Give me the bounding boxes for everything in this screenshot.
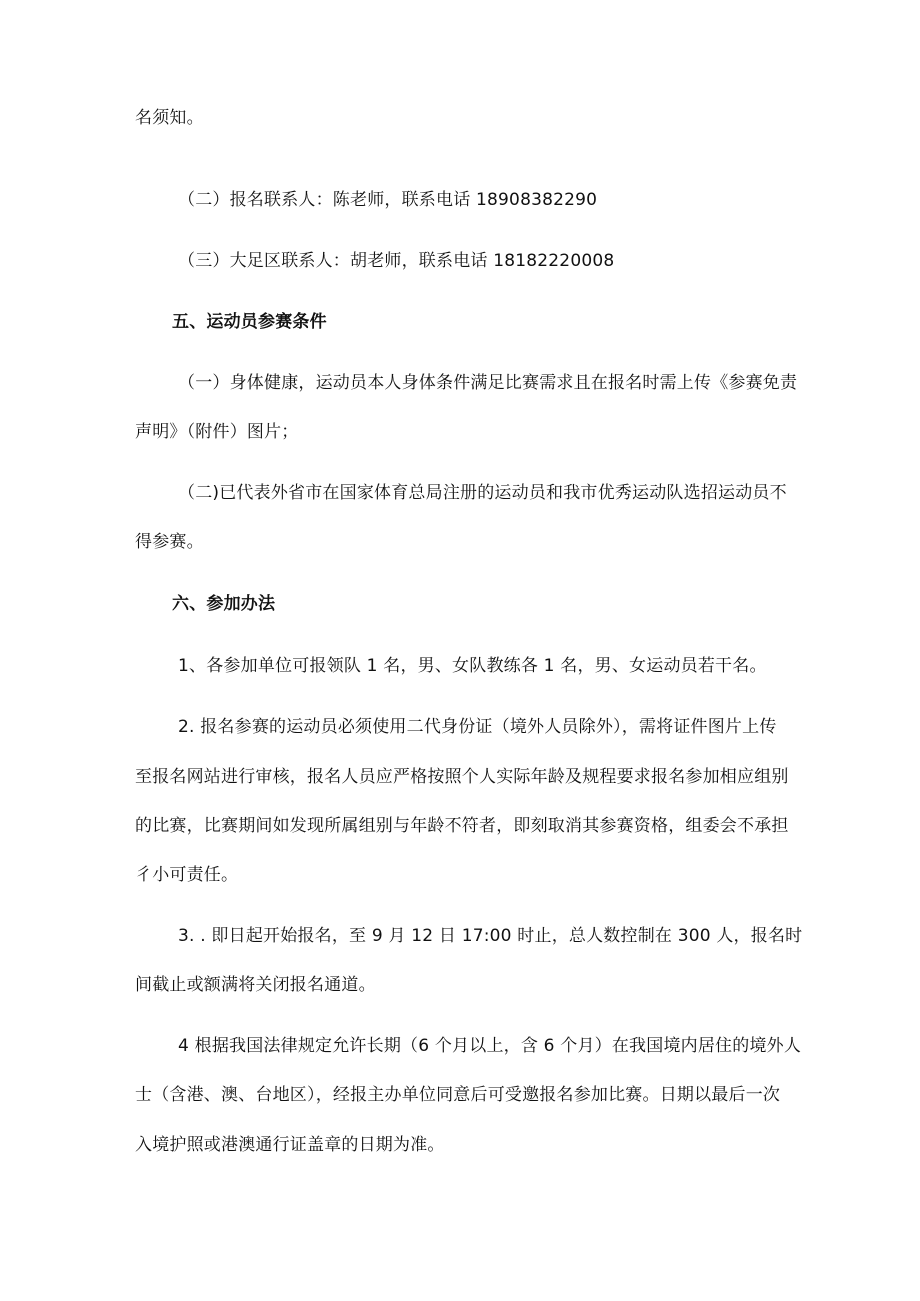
contact-signup: （二）报名联系人：陈老师，联系电话 18908382290 <box>178 190 598 210</box>
section6-item4-line2: 士（含港、澳、台地区），经报主办单位同意后可受邀报名参加比赛。日期以最后一次 <box>135 1085 781 1105</box>
section6-item4-line1: 4 根据我国法律规定允许长期（6 个月以上，含 6 个月）在我国境内居住的境外人 <box>178 1036 802 1056</box>
section6-item2-line2: 至报名网站进行审核，报名人员应严格按照个人实际年龄及规程要求报名参加相应组别 <box>135 767 789 787</box>
section5-item1-line2: 声明》（附件）图片； <box>135 422 299 442</box>
section6-item2-line3: 的比赛，比赛期间如发现所属组别与年龄不符者，即刻取消其参赛资格，组委会不承担 <box>135 816 789 836</box>
section6-item2-line1: 2. 报名参赛的运动员必须使用二代身份证（境外人员除外），需将证件图片上传 <box>178 717 777 737</box>
contact-dazu: （三）大足区联系人：胡老师，联系电话 18182220008 <box>178 251 615 271</box>
section5-item2-line2: 得参赛。 <box>135 532 204 552</box>
section6-item2-line4: 彳小可责任。 <box>135 865 239 885</box>
paragraph-tail: 名须知。 <box>135 108 204 128</box>
section5-heading: 五、运动员参赛条件 <box>172 312 327 332</box>
section6-item4-line3: 入境护照或港澳通行证盖章的日期为准。 <box>135 1135 445 1155</box>
section6-item3-line1: 3. . 即日起开始报名，至 9 月 12 日 17:00 时止，总人数控制在 300 人，报名时 <box>178 926 803 946</box>
section5-item1-line1: （一）身体健康，运动员本人身体条件满足比赛需求且在报名时需上传《参赛免责 <box>178 373 798 393</box>
section6-heading: 六、参加办法 <box>172 594 276 614</box>
section6-item3-line2: 间截止或额满将关闭报名通道。 <box>135 975 376 995</box>
section5-item2-line1: （二)已代表外省市在国家体育总局注册的运动员和我市优秀运动队选招运动员不 <box>178 483 787 503</box>
section6-item1: 1、各参加单位可报领队 1 名，男、女队教练各 1 名，男、女运动员若干名。 <box>178 656 767 676</box>
